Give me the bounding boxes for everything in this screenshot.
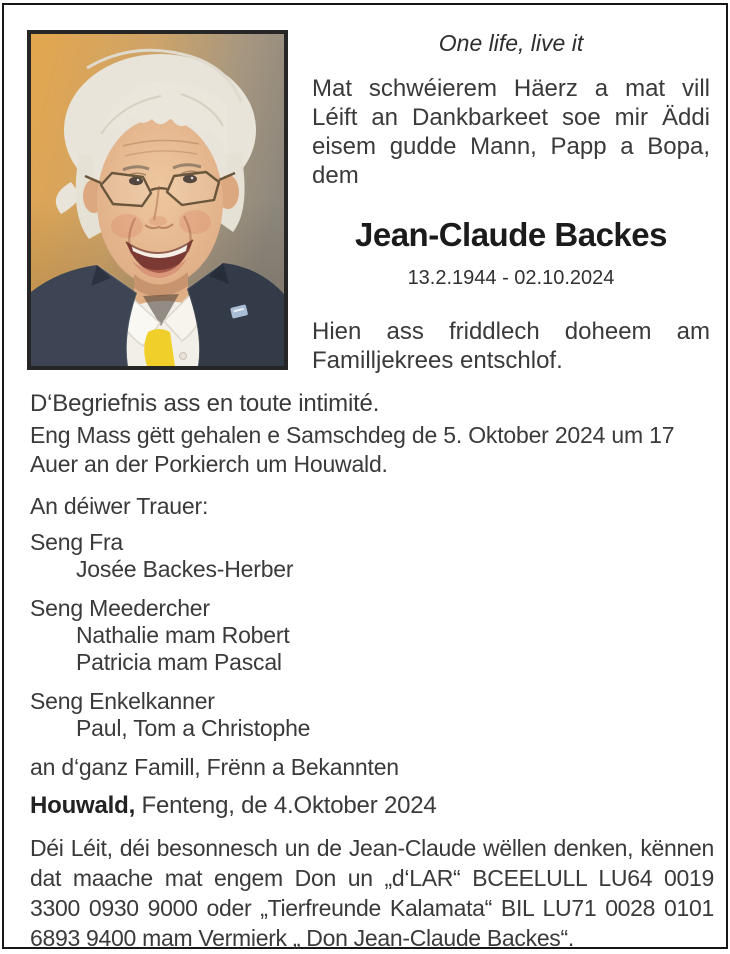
deceased-name: Jean-Claude Backes [355, 216, 667, 253]
family-member: Josée Backes-Herber [76, 556, 294, 582]
family-member: Nathalie mam Robert [76, 622, 290, 648]
family-group-wife [30, 529, 714, 583]
mass-info: Eng Mass gëtt gehalen e Samschdeg de 5. Oktober 2024 um 17 Auer an der Porkierch um Houwald. [30, 422, 675, 477]
death-note: Hien ass friddlech doheem am Familljekrees entschlof. [312, 318, 710, 374]
body-column [30, 390, 714, 953]
family-role: Seng Fra [30, 529, 124, 555]
place-name: Houwald, [30, 792, 136, 819]
family-closing: an d‘ganz Famill, Frënn a Bekannten [30, 754, 399, 780]
life-dates: 13.2.1944 - 02.10.2024 [407, 267, 615, 289]
intro-text: Mat schwéierem Häerz a mat vill Léift an Dankbarkeet soe mir Äddi eisem gudde Mann, Papp a Bopa, dem [312, 75, 710, 189]
funeral-privacy-note: D‘Begriefnis ass en toute intimité. [30, 390, 380, 417]
place-date: Fenteng, de 4.Oktober 2024 [135, 792, 437, 819]
motto: One life, live it [438, 30, 584, 56]
family-group-daughters [30, 595, 714, 676]
place-date-line [30, 792, 714, 820]
mourning-header: An déiwer Trauer: [30, 493, 209, 519]
family-role: Seng Meedercher [30, 595, 210, 621]
family-group-grandchildren [30, 688, 714, 742]
family-member: Patricia mam Pascal [76, 649, 282, 675]
donation-note: Déi Léit, déi besonnesch un de Jean-Claude wëllen denken, kënnen dat maache mat engem Don un „d‘LAR“ BCEELULL LU64 0019 3300 0930 9000 oder „Tierfreunde Kalamata“ BIL LU71 0028 0101 6893 9400 mam Vermierk „ Don Jean-Claude Backes“. [30, 835, 714, 951]
portrait-illustration [31, 34, 284, 366]
portrait-photo [27, 30, 288, 370]
header-column [312, 30, 710, 375]
family-role: Seng Enkelkanner [30, 688, 215, 714]
family-member: Paul, Tom a Christophe [76, 715, 311, 741]
